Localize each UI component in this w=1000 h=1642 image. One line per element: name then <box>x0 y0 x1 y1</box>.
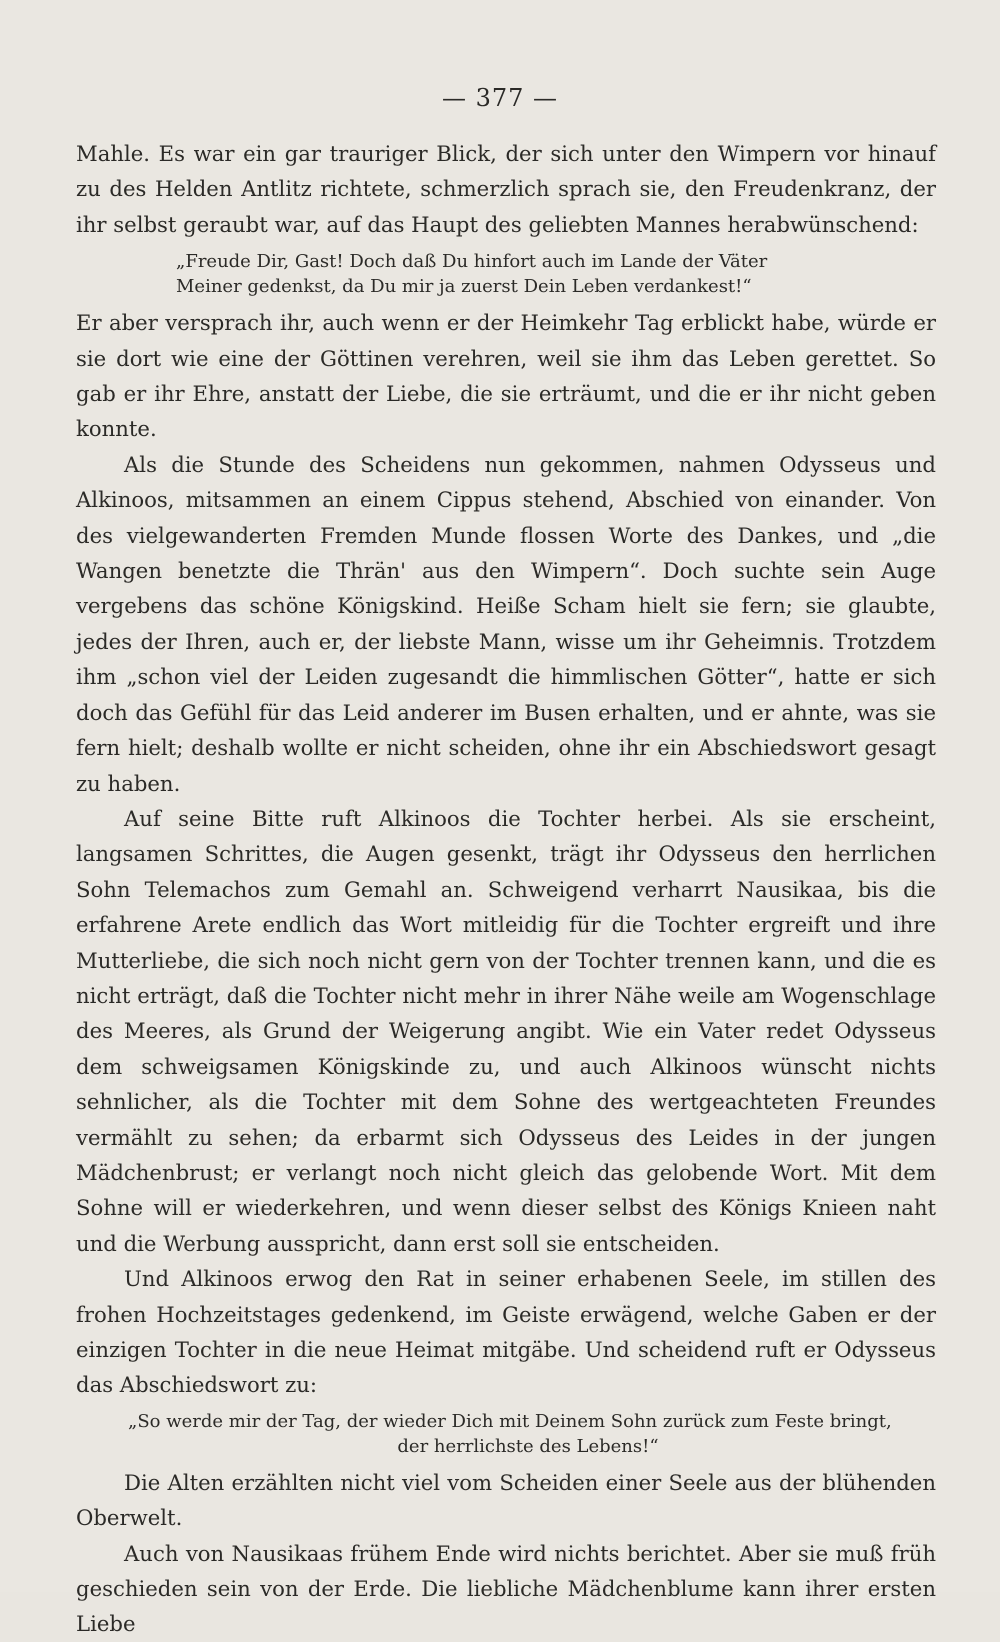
paragraph-nausikaa: Auch von Nausikaas frühem Ende wird nichts berichtet. Aber sie muß früh geschieden sein von der Erde. Die liebliche Mädchenblume kann ihrer ersten Liebe <box>76 1540 936 1637</box>
paragraph-alkinoos: Und Alkinoos erwog den Rat in seiner erhabenen Seele, im stillen des frohen Hochzeitstages gedenkend, im Geiste erwägend, welche Gaben er der einzigen Tochter in die neue Heimat mitgäbe. Und scheidend ruft er Odysseus das Abschiedswort zu: <box>76 1266 936 1398</box>
body-text <box>76 136 936 1642</box>
paragraph-farewell: Als die Stunde des Scheidens nun gekommen, nahmen Odysseus und Alkinoos, mitsammen an einem Cippus stehend, Abschied von einander. Von des vielgewanderten Fremden Munde flossen Worte des Dankes, und „die Wangen benetzte die Thrän' aus den Wimpern“. Doch suchte sein Auge vergebens das schöne Königskind. Heiße Scham hielt sie fern; sie glaubte, jedes der Ihren, auch er, der liebste Mann, wisse um ihr Geheimnis. Trotzdem ihm „schon viel der Leiden zugesandt die himmlischen Götter“, hatte er sich doch das Gefühl für das Leid anderer im Busen erhalten, und er ahnte, was sie fern hielt; deshalb wollte er nicht scheiden, ohne ihr ein Abschiedswort gesagt zu haben. <box>76 451 936 796</box>
verse-line: der herrlichste des Lebens!“ <box>397 1435 659 1457</box>
verse-quote-tag <box>128 1409 928 1459</box>
verse-quote-freude <box>176 249 936 299</box>
paragraph-promise: Er aber versprach ihr, auch wenn er der Heimkehr Tag erblickt habe, würde er sie dort wie eine der Göttinen verehren, weil sie ihm das Leben gerettet. So gab er ihr Ehre, anstatt der Liebe, die sie erträumt, und die er ihr nicht geben konnte. <box>76 310 936 442</box>
verse-line: „So werde mir der Tag, der wieder Dich mit Deinem Sohn zurück zum Feste bringt, <box>128 1410 892 1432</box>
paragraph-alten: Die Alten erzählten nicht viel vom Scheiden einer Seele aus der blühenden Oberwelt. <box>76 1469 936 1531</box>
page-number: — 377 — <box>441 84 559 112</box>
verse-line: „Freude Dir, Gast! Doch daß Du hinfort auch im Lande der Väter <box>176 251 768 273</box>
verse-line: Meiner gedenkst, da Du mir ja zuerst Dein Leben verdankest!“ <box>176 276 752 298</box>
paragraph-continuation: Mahle. Es war ein gar trauriger Blick, der sich unter den Wimpern vor hinauf zu des Helden Antlitz richtete, schmerzlich sprach sie, den Freudenkranz, der ihr selbst geraubt war, auf das Haupt des geliebten Mannes herabwünschend: <box>76 141 936 237</box>
paragraph-request: Auf seine Bitte ruft Alkinoos die Tochter herbei. Als sie erscheint, langsamen Schrittes, die Augen gesenkt, trägt ihr Odysseus den herrlichen Sohn Telemachos zum Gemahl an. Schweigend verharrt Nausikaa, bis die erfahrene Arete endlich das Wort mitleidig für die Tochter ergreift und ihre Mutterliebe, die sich noch nicht gern von der Tochter trennen kann, und die es nicht erträgt, daß die Tochter nicht mehr in ihrer Nähe weile am Wogenschlage des Meeres, als Grund der Weigerung angibt. Wie ein Vater redet Odysseus dem schweigsamen Königskinde zu, und auch Alkinoos wünscht nichts sehnlicher, als die Tochter mit dem Sohne des wertgeachteten Freundes vermählt zu sehen; da erbarmt sich Odysseus des Leides in der jungen Mädchenbrust; er verlangt noch nicht gleich das gelobende Wort. Mit dem Sohne will er wiederkehren, und wenn dieser selbst des Königs Knieen naht und die Werbung ausspricht, dann erst soll sie entscheiden. <box>76 805 936 1256</box>
